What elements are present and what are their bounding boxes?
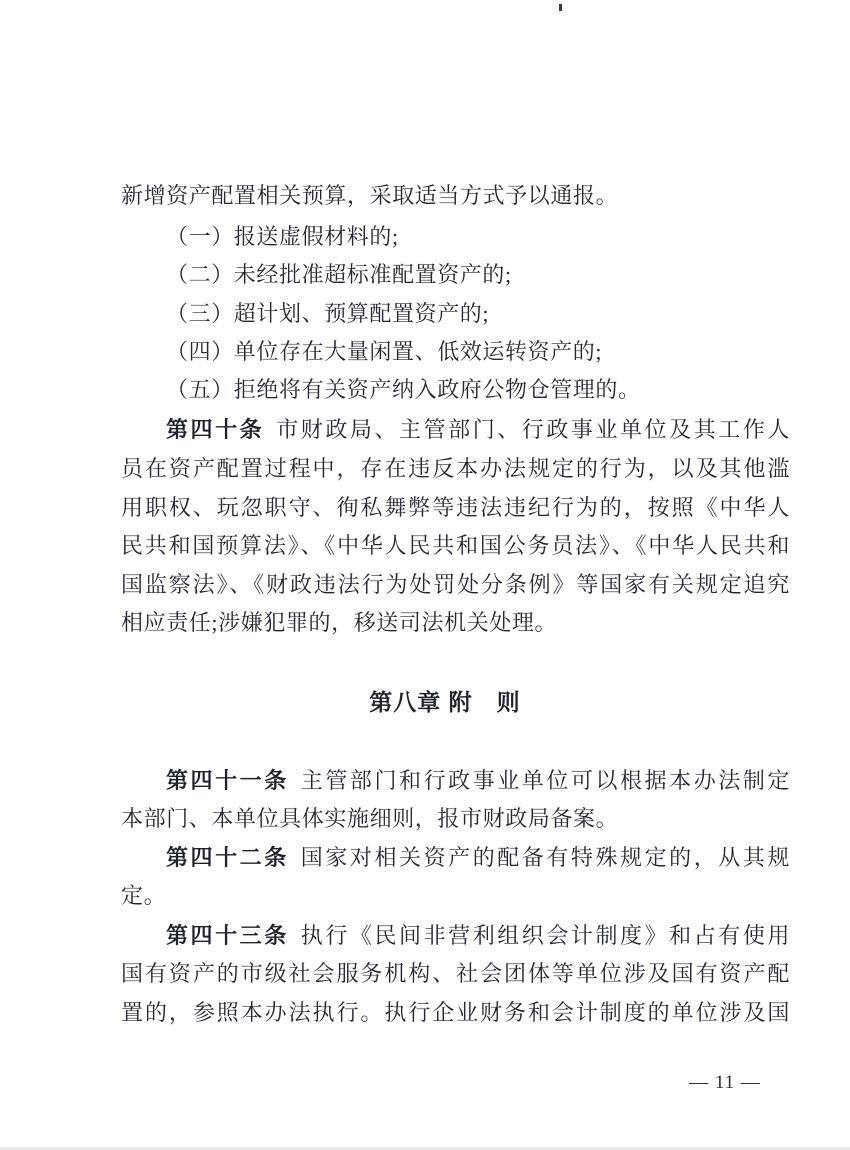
- article-40-line-2: 员在资产配置过程中，存在违反本办法规定的行为，以及其他滥: [121, 456, 790, 481]
- list-item-5: （五）拒绝将有关资产纳入政府公物仓管理的。: [166, 377, 641, 402]
- article-40-text-1: 市财政局、主管部门、行政事业单位及其工作人: [276, 417, 790, 442]
- article-41-line-2: 本部门、本单位具体实施细则，报市财政局备案。: [121, 806, 619, 831]
- article-41-text-1: 主管部门和行政事业单位可以根据本办法制定: [300, 768, 790, 793]
- paragraph-continuation-line: 新增资产配置相关预算，采取适当方式予以通报。: [121, 183, 619, 208]
- article-43-text-1: 执行《民间非营利组织会计制度》和占有使用: [300, 923, 790, 948]
- list-item-2: （二）未经批准超标准配置资产的;: [166, 262, 512, 287]
- article-40-line-5: 国监察法》、《财政违法行为处罚处分条例》等国家有关规定追究: [121, 572, 790, 597]
- article-40-line-1: [121, 410, 790, 449]
- article-42-label: 第四十二条: [166, 845, 289, 870]
- article-43-line-1: [121, 916, 790, 955]
- article-40-line-6: 相应责任;涉嫌犯罪的，移送司法机关处理。: [121, 610, 558, 635]
- chapter-8-heading: 第八章 附 则: [369, 689, 521, 715]
- article-42-text-1: 国家对相关资产的配备有特殊规定的，从其规: [300, 845, 790, 870]
- article-40-line-3: 用职权、玩忽职守、徇私舞弊等违法违纪行为的，按照《中华人: [121, 495, 790, 520]
- scan-speck-artifact: [559, 4, 562, 11]
- article-42-line-1: [121, 838, 790, 877]
- article-43-label: 第四十三条: [166, 923, 289, 948]
- article-42-line-2: 定。: [121, 883, 167, 908]
- page-number: — 11 —: [689, 1072, 761, 1093]
- article-41-label: 第四十一条: [166, 768, 289, 793]
- article-40-label: 第四十条: [166, 417, 265, 442]
- article-43-line-3: 置的，参照本办法执行。执行企业财务和会计制度的单位涉及国: [121, 1000, 790, 1025]
- list-item-3: （三）超计划、预算配置资产的;: [166, 301, 490, 326]
- list-item-1: （一）报送虚假材料的;: [166, 224, 399, 249]
- article-43-line-2: 国有资产的市级社会服务机构、社会团体等单位涉及国有资产配: [121, 961, 790, 986]
- list-item-4: （四）单位存在大量闲置、低效运转资产的;: [166, 339, 603, 364]
- article-41-line-1: [121, 761, 790, 800]
- article-40-line-4: 民共和国预算法》、《中华人民共和国公务员法》、《中华人民共和: [121, 533, 790, 558]
